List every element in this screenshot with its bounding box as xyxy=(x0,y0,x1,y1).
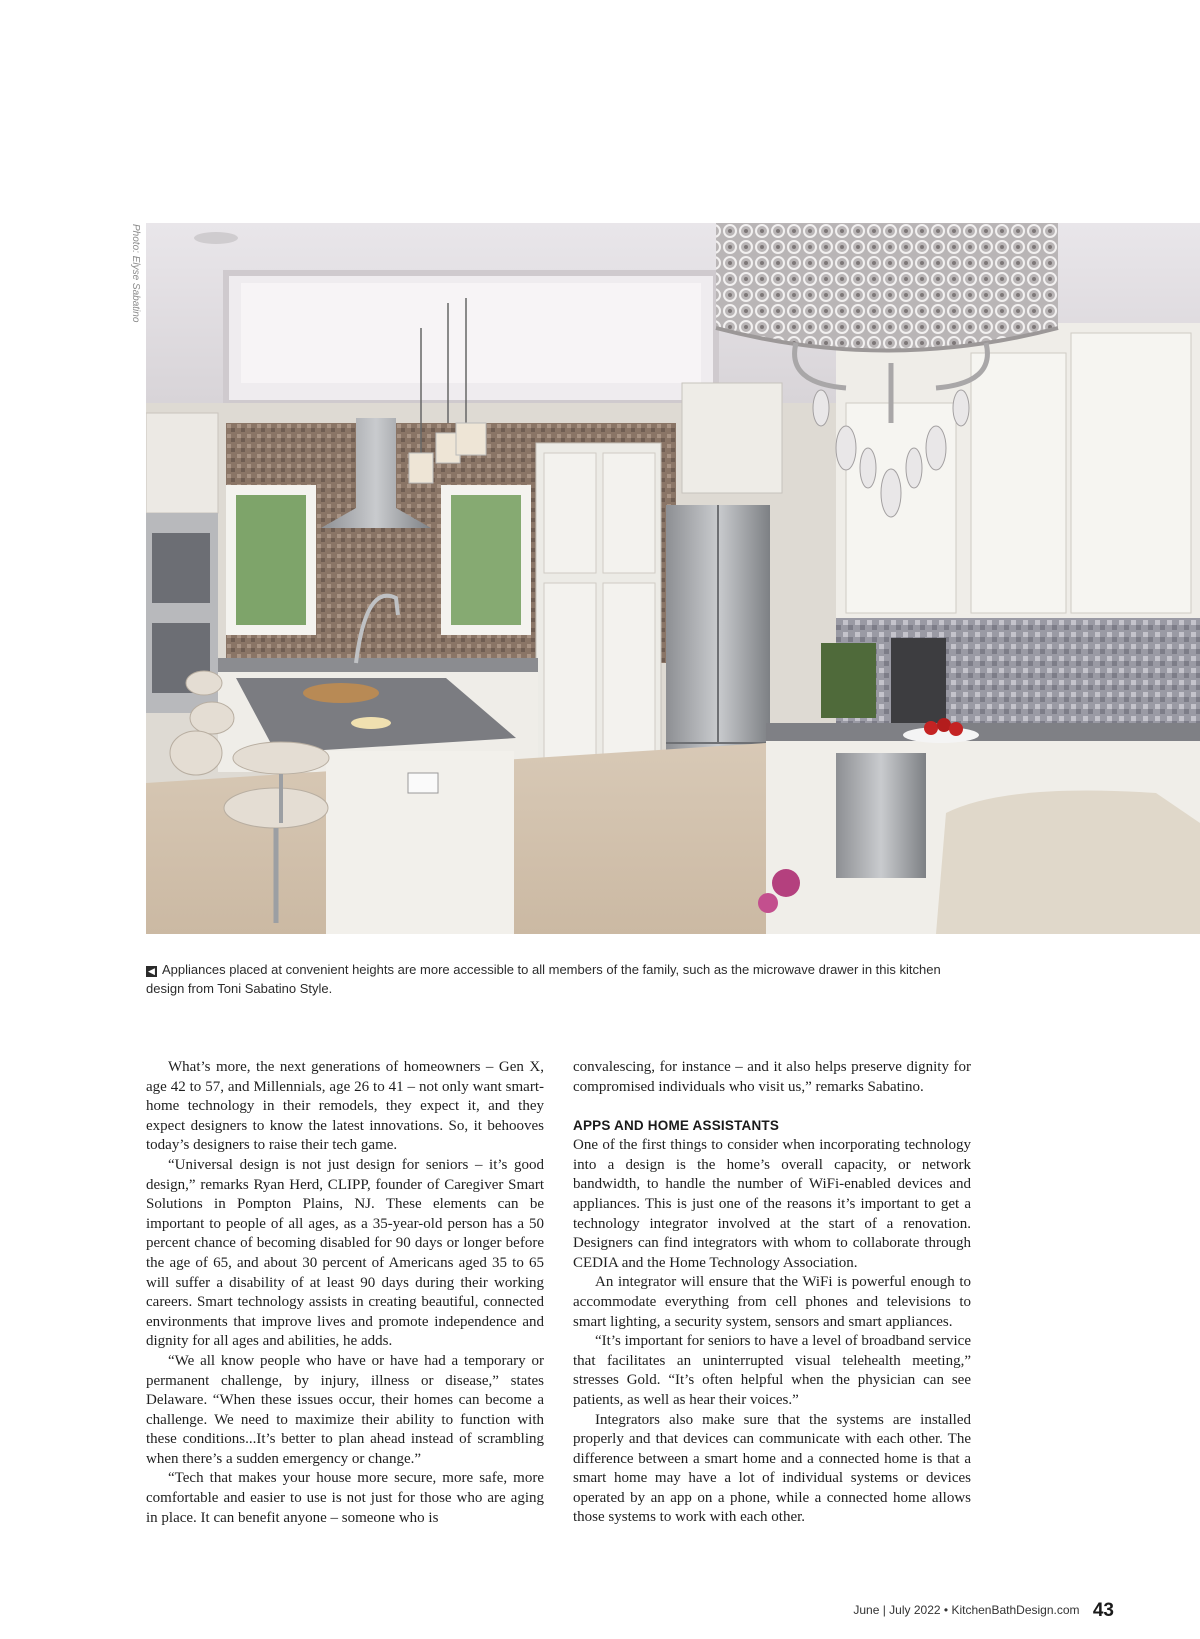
kitchen-photo xyxy=(146,223,1200,934)
photo-credit xyxy=(128,224,144,323)
footer-site: KitchenBathDesign.com xyxy=(951,1603,1080,1617)
paragraph: What’s more, the next generations of homeowners – Gen X, age 42 to 57, and Millennials, age 26 to 41 – not only want smart-home technology in their remodels, they expect it, and they expect designers to know the latest innovations. So, it behooves today’s designers to raise their tech game. xyxy=(146,1059,544,1154)
paragraph: “We all know people who have or have had a temporary or permanent challenge, by injury, illness or disease,” states Delaware. “When these issues occur, their homes can become a challenge. We need to maximize their ability to function with these conditions...It’s better to plan ahead instead of scrambling when there’s a sudden emergency or change.” xyxy=(146,1352,544,1467)
kitchen-illustration xyxy=(146,223,1200,934)
caption-arrow-icon: ◀ xyxy=(146,966,157,977)
paragraph: “Universal design is not just design for seniors – it’s good design,” remarks Ryan Herd, CLIPP, founder of Caregiver Smart Solutions in Pompton Plains, NJ. These elements can be important to people of all ages, as a 35-year-old person has a 50 percent chance of becoming disabled for 90 days or longer before the age of 65, and about 30 percent of Americans aged 35 to 65 will suffer a disability of at least 90 days during their working careers. Smart technology assists in creating beautiful, connected environments that improve lives and promote independence and dignity for all ages and abilities, he adds. xyxy=(146,1156,544,1350)
paragraph: “Tech that makes your house more secure, more safe, more comfortable and easier to use is not just for those who are aging in place. It can benefit anyone – someone who is xyxy=(146,1470,544,1526)
footer-separator: • xyxy=(943,1603,949,1617)
section-heading: APPS AND HOME ASSISTANTS xyxy=(573,1118,780,1134)
caption-text: Appliances placed at convenient heights are more accessible to all members of the family, such as the microwave drawer in this kitchen design from Toni Sabatino Style. xyxy=(146,962,941,996)
photo-credit-text: Photo: Elyse Sabatino xyxy=(130,224,141,323)
paragraph-continued: convalescing, for instance – and it also helps preserve dignity for compromised individuals who visit us,” remarks Sabatino. xyxy=(573,1059,971,1095)
page-number: 43 xyxy=(1092,1600,1114,1621)
page-footer xyxy=(853,1600,1114,1622)
article-column-left xyxy=(146,1058,544,1528)
paragraph: An integrator will ensure that the WiFi is powerful enough to accommodate everything from cell phones and televisions to smart lighting, a security system, sensors and smart appliances. xyxy=(573,1274,971,1330)
paragraph: “It’s important for seniors to have a level of broadband service that facilitates an uninterrupted visual telehealth meeting,” stresses Gold. “It’s often helpful when the physician can see patients, as well as hear their voices.” xyxy=(573,1333,971,1408)
photo-caption xyxy=(146,960,976,998)
paragraph: Integrators also make sure that the systems are installed properly and that devices can communicate with each other. The difference between a smart home and a connected home is that a smart home may have a lot of individual systems or devices operated by an app on a phone, while a connected home allows those systems to work with each other. xyxy=(573,1411,971,1526)
paragraph: One of the first things to consider when incorporating technology into a design is the home’s overall capacity, or network bandwidth, to handle the number of WiFi-enabled devices and appliances. This is just one of the reasons it’s important to get a technology integrator involved at the start of a renovation. Designers can find integrators with whom to collaborate through CEDIA and the Home Technology Association. xyxy=(573,1137,971,1271)
footer-issue: June | July 2022 xyxy=(853,1603,941,1617)
article-column-right xyxy=(573,1058,971,1528)
